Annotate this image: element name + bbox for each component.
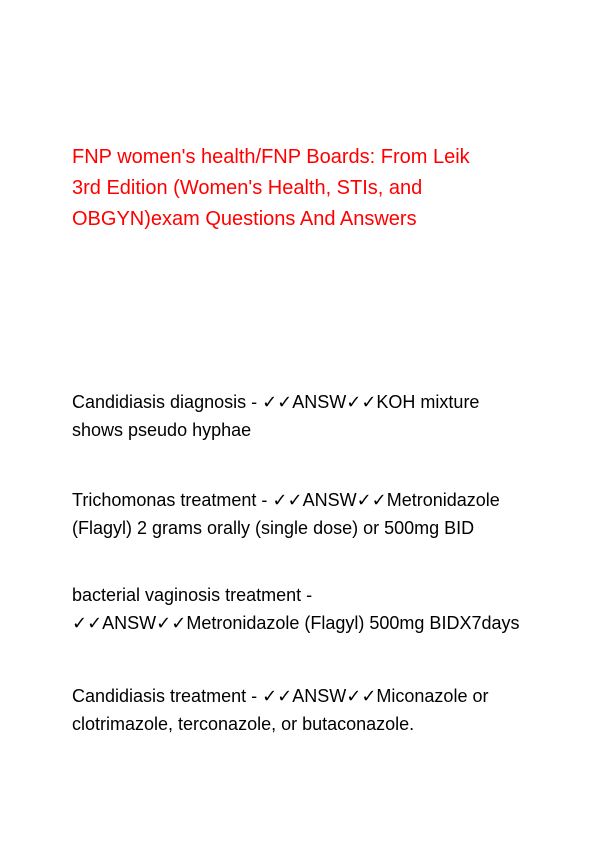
qa-entry-bacterial-vaginosis-treatment — [72, 581, 542, 637]
title-line: OBGYN)exam Questions And Answers — [72, 208, 417, 230]
qa-line: Candidiasis treatment - ✓✓ANSW✓✓Miconazole or — [72, 686, 489, 706]
qa-line: clotrimazole, terconazole, or butaconazole. — [72, 714, 415, 734]
title-line: 3rd Edition (Women's Health, STIs, and — [72, 177, 423, 199]
qa-entry-candidiasis-treatment — [72, 682, 542, 738]
qa-line: ✓✓ANSW✓✓Metronidazole (Flagyl) 500mg BIDX7days — [72, 613, 520, 633]
qa-line: Candidiasis diagnosis - ✓✓ANSW✓✓KOH mixture — [72, 392, 480, 412]
title-line: FNP women's health/FNP Boards: From Leik — [72, 146, 470, 168]
qa-line: (Flagyl) 2 grams orally (single dose) or 500mg BID — [72, 518, 475, 538]
qa-line: shows pseudo hyphae — [72, 420, 252, 440]
qa-line: Trichomonas treatment - ✓✓ANSW✓✓Metronidazole — [72, 490, 500, 510]
qa-entry-candidiasis-diagnosis — [72, 388, 542, 444]
document-title — [72, 142, 542, 235]
qa-line: bacterial vaginosis treatment - — [72, 585, 313, 605]
qa-entry-trichomonas-treatment — [72, 486, 542, 542]
